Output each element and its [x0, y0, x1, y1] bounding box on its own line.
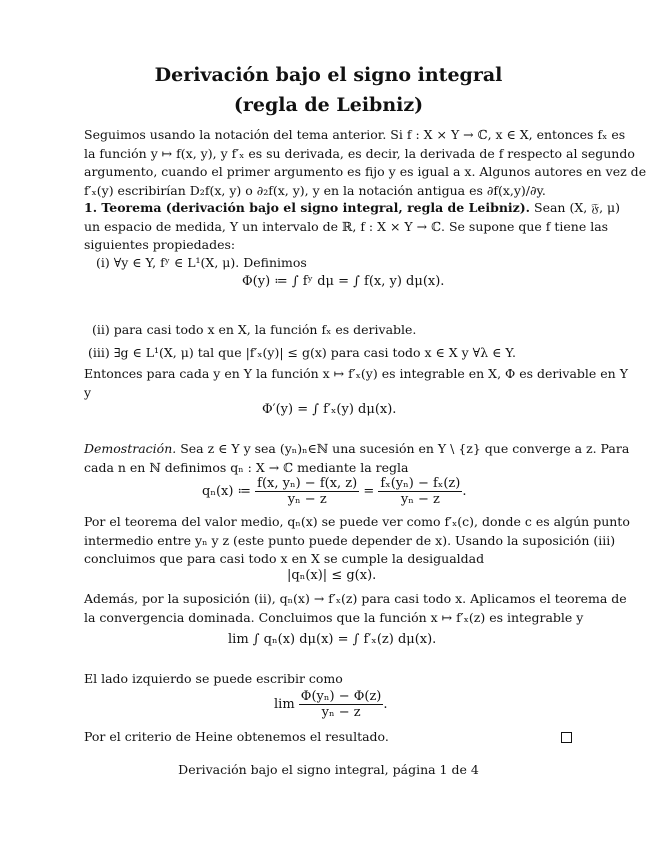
proof-line-7: la convergencia dominada. Concluimos que la función x ↦ f′ₓ(z) es integrable y	[84, 609, 584, 625]
equation-phi-derivative: Φ′(y) = ∫ f′ₓ(y) dμ(x).	[262, 402, 397, 417]
proof-line-6: Además, por la suposición (ii), qₙ(x) → f′ₓ(z) para casi todo x. Aplicamos el teorema de	[84, 591, 627, 606]
theorem-conclusion	[84, 365, 628, 402]
proof-line-4: intermedio entre yₙ y z (este punto puede depender de x). Usando la suposición (iii)	[84, 532, 616, 548]
equation-qn-definition: qₙ(x) ≔ $\frac{\text{f(x, yₙ) − f(x, z)}}{\text{yₙ − z}}$ = $\frac{\text{fₓ(yₙ) − fₓ(z)}}{\text{yₙ − z}}$ .	[202, 476, 467, 507]
theorem-statement	[84, 199, 621, 255]
theorem-line-3: siguientes propiedades:	[84, 237, 236, 252]
proof-line-1-rest: Sea z ∈ Y y sea (yₙ)ₙ∈ℕ una sucesión en Y \ {z} que converge a z. Para	[176, 441, 630, 456]
intro-line-3: argumento, cuando el primer argumento es fijo y es igual a x. Algunos autores en vez de	[84, 164, 647, 179]
equation-inequality: |qₙ(x)| ≤ g(x).	[287, 568, 377, 583]
eq-qn-equals: =	[363, 484, 375, 499]
proof-line-3: Por el teorema del valor medio, qₙ(x) se puede ver como f′ₓ(c), donde c es algún punto	[84, 514, 630, 529]
eq-diff-fraction	[299, 689, 384, 720]
proof-paragraph-1	[84, 440, 630, 477]
title-line-1: Derivación bajo el signo integral	[154, 64, 503, 86]
theorem-item-3: (iii) ∃g ∈ L¹(X, μ) tal que |f′ₓ(y)| ≤ g(x) para casi todo x ∈ X y ∀λ ∈ Y.	[88, 345, 516, 360]
intro-paragraph	[84, 126, 647, 200]
qed-square-icon	[561, 732, 572, 743]
proof-label: Demostración.	[84, 441, 177, 456]
proof-line-5: concluimos que para casi todo x en X se cumple la desigualdad	[84, 551, 485, 566]
proof-line-8: El lado izquierdo se puede escribir como	[84, 671, 343, 686]
proof-line-2: cada n en ℕ definimos qₙ : X → ℂ mediante la regla	[84, 459, 409, 475]
theorem-line-1-rest: Sean (X, 𝔉, μ)	[530, 200, 621, 215]
theorem-item-2: (ii) para casi todo x en X, la función fₓ es derivable.	[92, 322, 417, 337]
equation-phi-definition: Φ(y) ≔ ∫ fʸ dμ = ∫ f(x, y) dμ(x).	[242, 274, 445, 289]
proof-line-9: Por el criterio de Heine obtenemos el resultado.	[84, 729, 389, 744]
equation-difference-quotient: lim $\frac{\text{Φ(yₙ) − Φ(z)}}{\text{yₙ − z}}$ .	[274, 689, 388, 720]
eq-lim-label: lim	[274, 697, 295, 712]
proof-paragraph-2	[84, 513, 630, 569]
page-footer: Derivación bajo el signo integral, página 1 de 4	[178, 762, 479, 777]
proof-paragraph-3	[84, 590, 627, 627]
title-line-2: (regla de Leibniz)	[233, 94, 424, 116]
eq-qn-den-2: yₙ − z	[400, 492, 440, 507]
theorem-item-1: (i) ∀y ∈ Y, fʸ ∈ L¹(X, μ). Definimos	[96, 255, 307, 270]
eq-diff-den: yₙ − z	[321, 705, 361, 720]
eq-qn-lhs: qₙ(x) ≔	[202, 484, 251, 499]
theorem-label: 1. Teorema (derivación bajo el signo integral, regla de Leibniz).	[84, 200, 531, 215]
theorem-line-2: un espacio de medida, Y un intervalo de ℝ, f : X × Y → ℂ. Se supone que f tiene las	[84, 218, 609, 234]
eq-qn-num-1: f(x, yₙ) − f(x, z)	[257, 476, 358, 491]
eq-qn-fraction-2	[378, 476, 462, 507]
intro-line-2: la función y ↦ f(x, y), y f′ₓ es su derivada, es decir, la derivada de f respecto al segundo	[84, 145, 635, 161]
intro-line-1: Seguimos usando la notación del tema anterior. Si f : X × Y → ℂ, x ∈ X, entonces fₓ es	[84, 127, 626, 142]
eq-qn-fraction-1	[255, 476, 359, 507]
eq-qn-den-1: yₙ − z	[287, 492, 327, 507]
conclusion-line-2: y	[84, 384, 92, 400]
equation-limit-integral: lim ∫ qₙ(x) dμ(x) = ∫ f′ₓ(z) dμ(x).	[228, 632, 437, 647]
intro-line-4: f′ₓ(y) escribirían D₂f(x, y) o ∂₂f(x, y), y en la notación antigua es ∂f(x,y)/∂y.	[84, 182, 546, 198]
eq-qn-num-2: fₓ(yₙ) − fₓ(z)	[380, 476, 461, 491]
conclusion-line-1: Entonces para cada y en Y la función x ↦ f′ₓ(y) es integrable en X, Φ es derivable en Y	[84, 366, 628, 381]
eq-diff-num: Φ(yₙ) − Φ(z)	[300, 689, 382, 704]
